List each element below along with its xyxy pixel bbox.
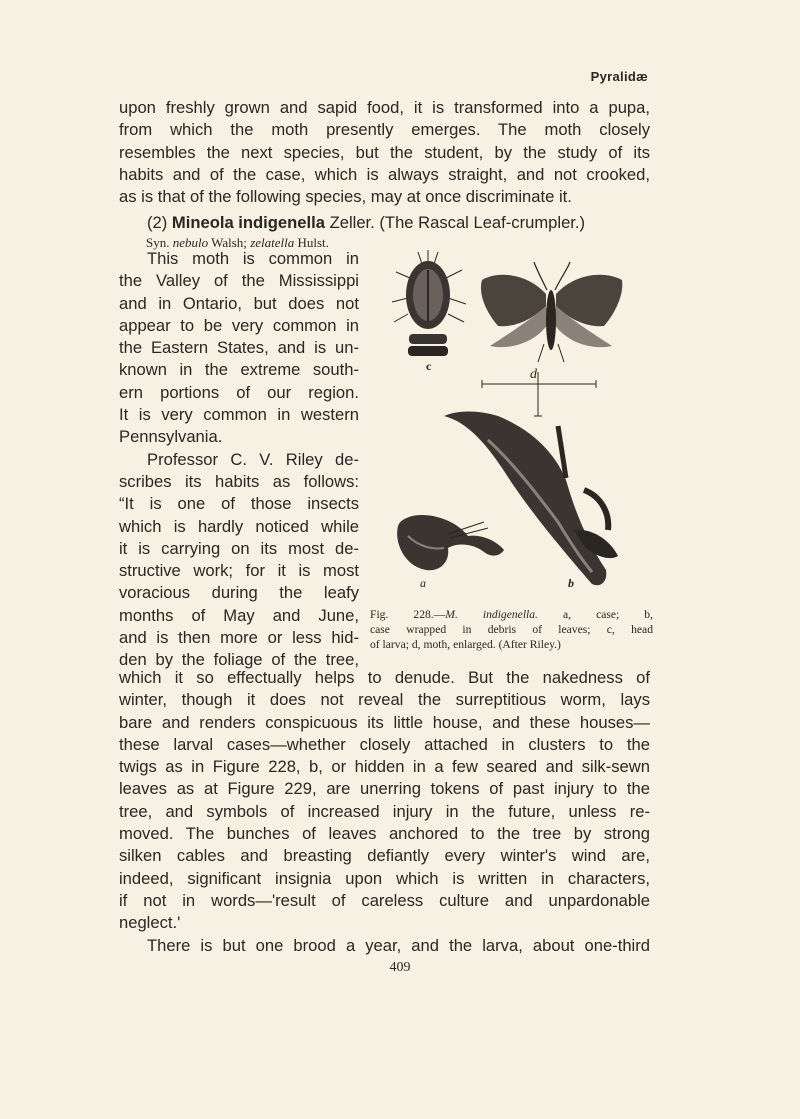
text-line: the Valley of the Mississippi: [119, 271, 359, 291]
text-line: if not in words—'result of careless culture and unpardonable: [119, 890, 650, 910]
narrow-column-text: [119, 248, 359, 672]
figure-label-d: d: [530, 367, 537, 382]
figure-caption: [370, 607, 653, 652]
running-header: Pyralidæ: [590, 69, 648, 84]
text-line: which it so effectually helps to denude. But the nakedness of: [119, 668, 650, 687]
species-author: Zeller.: [329, 213, 375, 232]
text-line: den by the foliage of the tree,: [119, 650, 359, 670]
text-line: bare and renders conspicuous its little house, and these houses—: [119, 712, 650, 732]
text-line: “It is one of those insects: [119, 494, 359, 514]
caption-line: case wrapped in debris of leaves; c, head: [370, 623, 653, 636]
text-line: This moth is common in: [147, 249, 359, 268]
synonym-name: nebulo: [172, 235, 209, 250]
page-number: 409: [389, 960, 411, 975]
text-line: scribes its habits as follows:: [119, 471, 359, 491]
text-line: It is very common in western: [119, 405, 359, 425]
synonym-author: Walsh;: [211, 235, 247, 250]
synonym-author: Hulst.: [297, 235, 329, 250]
text-line: tree, and symbols of increased injury in the future, unless re-: [119, 801, 650, 821]
larval-case-drawing: [397, 515, 504, 570]
text-line: neglect.': [119, 913, 181, 933]
species-number: (2): [147, 213, 168, 232]
caption-line: of larva; d, moth, enlarged. (After Riley.): [370, 638, 561, 651]
text-line: twigs as in Figure 228, b, or hidden in a few seared and silk-sewn: [119, 757, 650, 777]
text-line: indeed, significant insignia upon which is written in characters,: [119, 868, 650, 888]
caption-line: [370, 607, 653, 622]
case-in-leaves-drawing: [444, 412, 618, 586]
larva-head-drawing: [392, 250, 466, 356]
species-heading: [119, 212, 650, 234]
text-line: months of May and June,: [119, 605, 359, 625]
text-line: Pennsylvania.: [119, 427, 223, 447]
caption-text: a, case; b,: [563, 608, 653, 621]
text-line: There is but one brood a year, and the larva, about one-third: [147, 935, 650, 955]
synonym-name: zelatella: [250, 235, 295, 250]
text-line: habits and of the case, which is always straight, and not crooked,: [119, 164, 650, 184]
text-line: silken cables and breasting defiantly every winter's wind are,: [119, 846, 650, 866]
text-line: and is then more or less hid-: [119, 628, 359, 648]
moth-drawing: [481, 262, 622, 416]
figure-228: [378, 250, 653, 605]
text-line: and in Ontario, but does not: [119, 293, 359, 313]
intro-paragraph: [119, 97, 650, 208]
text-line: leaves as at Figure 229, are unerring tokens of past injury to the: [119, 779, 650, 799]
text-line: resembles the next species, but the student, by the study of its: [119, 142, 650, 162]
caption-species: M. indigenella.: [445, 608, 538, 621]
text-line: known in the extreme south-: [119, 360, 359, 380]
text-line: voracious during the leafy: [119, 583, 359, 603]
synonyms-label: Syn.: [146, 235, 170, 250]
text-line: ern portions of our region.: [119, 382, 359, 402]
text-line: from which the moth presently emerges. The moth closely: [119, 120, 650, 140]
text-line: winter, though it does not reveal the surreptitious worm, lays: [119, 690, 650, 710]
text-line: which is hardly noticed while: [119, 516, 359, 536]
text-line: the Eastern States, and is un-: [119, 338, 359, 358]
species-common-name: (The Rascal Leaf-crumpler.): [379, 213, 586, 232]
figure-label-a: a: [420, 576, 426, 590]
text-line: appear to be very common in: [119, 315, 359, 335]
caption-figure-number: Fig. 228.—: [370, 608, 446, 621]
text-line: upon freshly grown and sapid food, it is transformed into a pupa,: [119, 98, 650, 117]
continuation-paragraph: [119, 667, 650, 957]
text-line: moved. The bunches of leaves anchored to the tree by strong: [119, 824, 650, 844]
text-line: it is carrying on its most de-: [119, 538, 359, 558]
text-line: Professor C. V. Riley de-: [147, 449, 359, 469]
species-name: Mineola indigenella: [171, 213, 325, 232]
figure-illustration: [378, 250, 653, 605]
text-line: as is that of the following species, may at once discriminate it.: [119, 187, 572, 207]
figure-label-c: c: [426, 359, 432, 373]
figure-label-b: b: [568, 576, 574, 590]
text-line: these larval cases—whether closely attached in clusters to the: [119, 734, 650, 754]
text-line: structive work; for it is most: [119, 561, 359, 581]
